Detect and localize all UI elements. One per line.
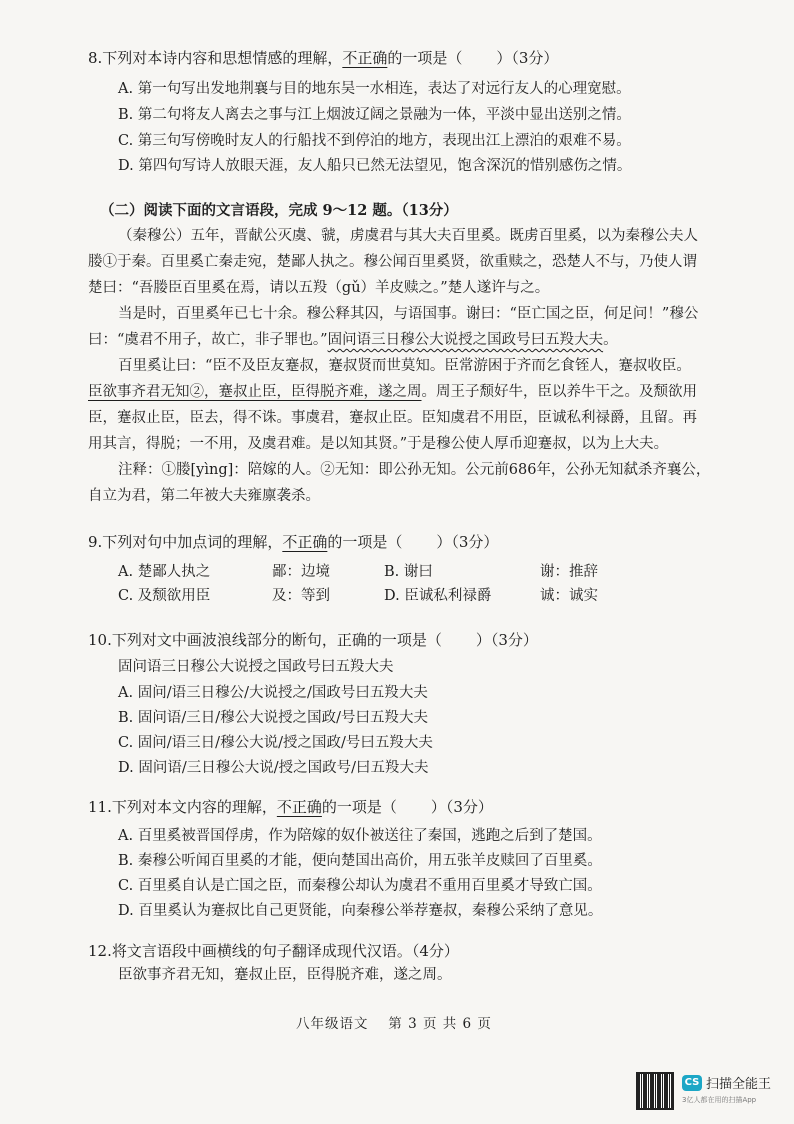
passage-line: 百里奚让曰：“臣不及臣友蹇叔，蹇叔贤而世莫知。臣常游困于齐而乞食铚人，蹇叔收臣。 (118, 358, 691, 374)
q12-stem: 12.将文言语段中画横线的句子翻译成现代汉语。（4分） (88, 942, 459, 960)
q9-option-b: B. 谢曰 (384, 564, 433, 580)
q8-option-d: D. 第四句写诗人放眼天涯，友人船只已然无法望见，饱含深沉的惜别感伤之情。 (118, 158, 632, 174)
passage-line: 用其言，得脱；一不用，及虞君难。是以知其贤。”于是穆公使人厚币迎蹇叔，以为上大夫。 (88, 436, 669, 452)
q12-sentence: 臣欲事齐君无知，蹇叔止臣，臣得脱齐难，遂之周。 (118, 967, 452, 983)
q9-option-b-gloss: 谢：推辞 (540, 564, 598, 580)
q9-stem-text: 9.下列对句中加点词的理解， (88, 533, 283, 551)
q11-option-d: D. 百里奚认为蹇叔比自己更贤能，向秦穆公举荐蹇叔，秦穆公采纳了意见。 (118, 903, 603, 919)
q11-score: ）（3分） (430, 798, 493, 816)
q9-emph: 不正确 (282, 533, 328, 551)
camscanner-logo-icon: CS (682, 1075, 702, 1091)
q11-emph: 不正确 (276, 798, 322, 816)
watermark-name: 扫描全能王 (706, 1077, 772, 1092)
q8-option-c: C. 第三句写傍晚时友人的行船找不到停泊的地方，表现出江上漂泊的艰难不易。 (118, 133, 631, 149)
q11-tail: 的一项是（ (321, 798, 397, 816)
section-heading: （二）阅读下面的文言语段，完成 9～12 题。（13分） (100, 202, 458, 219)
q11-option-a: A. 百里奚被晋国俘虏，作为陪嫁的奴仆被送往了秦国，逃跑之后到了楚国。 (118, 828, 602, 844)
passage-line: 当是时，百里奚年已七十余。穆公释其囚，与语国事。谢曰：“臣亡国之臣，何足问！”穆公 (118, 306, 699, 322)
q10-stem-text: 10.下列对文中画波浪线部分的断句，正确的一项是（ (88, 631, 442, 649)
q10-option-c: C. 固问/语三日/穆公大说/授之国政/号曰五羖大夫 (118, 735, 433, 751)
q8-option-b: B. 第二句将友人离去之事与江上烟波辽阔之景融为一体，平淡中显出送别之情。 (118, 107, 631, 123)
underlined-sentence: 臣欲事齐君无知②，蹇叔止臣，臣得脱齐难，遂之周 (88, 384, 422, 400)
passage-line: 媵①于秦。百里奚亡秦走宛，楚鄙人执之。穆公闻百里奚贤，欲重赎之，恐楚人不与，乃使人谓 (88, 254, 697, 270)
q10-option-b: B. 固问语/三日/穆公大说授之国政/号曰五羖大夫 (118, 710, 429, 726)
q11-stem (88, 797, 493, 817)
watermark-subtitle: 3亿人都在用的扫描App (682, 1096, 757, 1104)
passage-line (88, 382, 697, 402)
q9-option-c-gloss: 及：等到 (272, 588, 330, 604)
q9-option-c: C. 及颓欲用臣 (118, 588, 211, 604)
passage-line: 楚曰：“吾媵臣百里奚在焉，请以五羖（gǔ）羊皮赎之。”楚人遂许与之。 (88, 280, 550, 296)
footnote: 注释：①媵[yìng]：陪嫁的人。②无知：即公孙无知。公元前686年，公孙无知弑杀齐襄公， (118, 462, 711, 478)
passage-line (88, 330, 618, 350)
q8-emph: 不正确 (342, 49, 388, 67)
q8-option-a: A. 第一句写出发地荆襄与目的地东吴一水相连，表达了对远行友人的心理宽慰。 (118, 81, 631, 97)
q8-stem-text: 8.下列对本诗内容和思想情感的理解， (88, 49, 343, 67)
passage-text: 。 (603, 332, 618, 348)
qr-code-icon (636, 1072, 674, 1110)
q11-stem-text: 11.下列对本文内容的理解， (88, 798, 277, 816)
q9-option-a-gloss: 鄙：边境 (272, 564, 330, 580)
q9-score: ）（3分） (436, 533, 499, 551)
passage-line: （秦穆公）五年，晋献公灭虞、虢，虏虞君与其大夫百里奚。既虏百里奚，以为秦穆公夫人 (118, 228, 698, 244)
footnote: 自立为君，第二年被大夫雍廪袭杀。 (88, 488, 320, 504)
wavy-underlined-text: 固问语三日穆公大说授之国政号曰五羖大夫 (327, 332, 604, 348)
q8-stem (88, 48, 558, 68)
q9-tail: 的一项是（ (327, 533, 403, 551)
q9-option-a: A. 楚鄙人执之 (118, 564, 211, 580)
passage-text: 曰：“虞君不用子，故亡，非子罪也。” (88, 332, 328, 348)
q10-stem (88, 630, 538, 650)
q8-score: ）（3分） (496, 49, 559, 67)
q9-option-d-gloss: 诚：诚实 (540, 588, 598, 604)
q8-tail: 的一项是（ (387, 49, 463, 67)
q10-quote: 固问语三日穆公大说授之国政号曰五羖大夫 (118, 659, 394, 675)
q11-option-c: C. 百里奚自认是亡国之臣，而秦穆公却认为虞君不重用百里奚才导致亡国。 (118, 878, 602, 894)
q9-option-d: D. 臣诚私利禄爵 (384, 588, 492, 604)
q10-option-d: D. 固问语/三日穆公大说/授之国政号/曰五羖大夫 (118, 760, 429, 776)
passage-line: 臣，蹇叔止臣，臣去，得不诛。事虞君，蹇叔止臣。臣知虞君不用臣，臣诚私利禄爵，且留。再 (88, 410, 697, 426)
page-footer: 八年级语文 第 3 页 共 6 页 (296, 1016, 492, 1032)
q10-score: ）（3分） (475, 631, 538, 649)
q11-option-b: B. 秦穆公听闻百里奚的才能，便向楚国出高价，用五张羊皮赎回了百里奚。 (118, 853, 602, 869)
q9-stem (88, 532, 498, 552)
q10-option-a: A. 固问/语三日穆公/大说授之/国政号曰五羖大夫 (118, 685, 428, 701)
passage-text: 。周王子颓好牛，臣以养牛干之。及颓欲用 (421, 384, 697, 400)
